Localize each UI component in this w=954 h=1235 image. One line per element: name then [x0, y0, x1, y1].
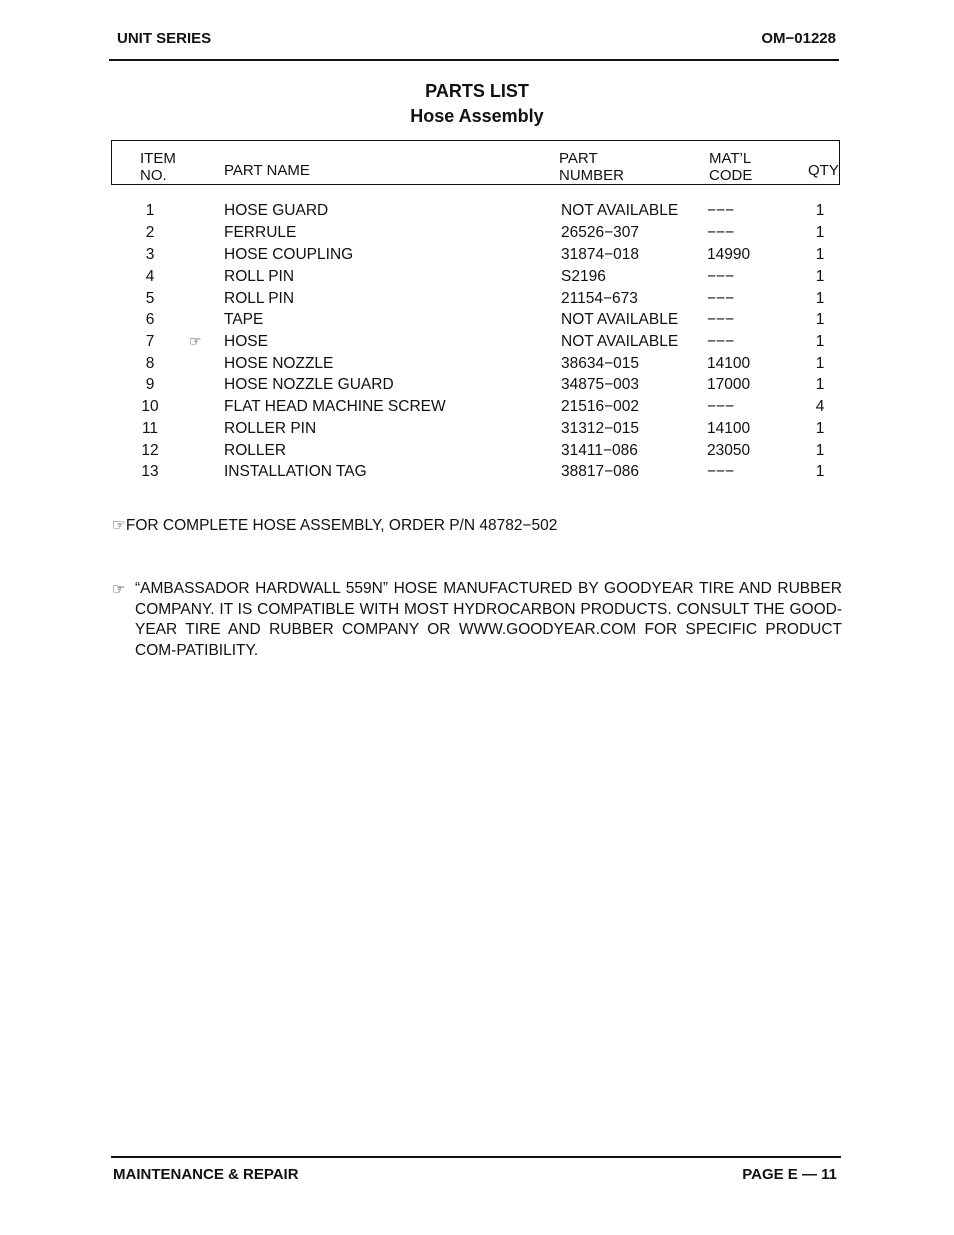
part-number: 34875−003 [561, 376, 640, 393]
quantity: 1 [815, 333, 825, 350]
part-name: ROLLER [224, 442, 287, 459]
col-header-item-line1: ITEM [140, 150, 176, 167]
part-name: HOSE NOZZLE GUARD [224, 376, 394, 393]
part-name: HOSE NOZZLE [224, 355, 334, 372]
table-row [0, 398, 954, 420]
item-number: 11 [141, 420, 159, 437]
part-name: ROLL PIN [224, 290, 295, 307]
footer-page-number: PAGE E — 11 [742, 1166, 837, 1183]
material-code: −−− [707, 463, 735, 480]
item-number: 13 [141, 463, 159, 480]
part-number: 31874−018 [561, 246, 640, 263]
material-code: −−− [707, 333, 735, 350]
table-row [0, 442, 954, 464]
item-number: 1 [145, 202, 155, 219]
table-row [0, 246, 954, 268]
order-note-text: FOR COMPLETE HOSE ASSEMBLY, ORDER P/N 48782−502 [125, 517, 558, 534]
quantity: 1 [815, 355, 825, 372]
quantity: 4 [815, 398, 825, 415]
part-number: NOT AVAILABLE [561, 311, 679, 328]
col-header-part-number [559, 150, 624, 184]
order-note [112, 516, 557, 535]
table-row [0, 202, 954, 224]
material-code: −−− [707, 398, 735, 415]
item-number: 7 [145, 333, 155, 350]
item-number: 10 [141, 398, 159, 415]
item-number: 8 [145, 355, 155, 372]
table-row [0, 311, 954, 333]
quantity: 1 [815, 311, 825, 328]
item-number: 6 [145, 311, 155, 328]
page-title: PARTS LIST [425, 81, 529, 101]
table-row [0, 333, 954, 355]
part-number: NOT AVAILABLE [561, 202, 679, 219]
footer-rule [111, 1156, 841, 1158]
header-rule [109, 59, 839, 61]
footer-section: MAINTENANCE & REPAIR [113, 1166, 299, 1183]
quantity: 1 [815, 376, 825, 393]
header-unit-series: UNIT SERIES [117, 30, 212, 47]
table-row [0, 463, 954, 485]
material-code: −−− [707, 290, 735, 307]
material-code: 14100 [707, 355, 751, 372]
table-row [0, 376, 954, 398]
pointing-hand-icon: ☞ [112, 581, 126, 598]
part-name: INSTALLATION TAG [224, 463, 367, 480]
part-number: NOT AVAILABLE [561, 333, 679, 350]
part-name: HOSE GUARD [224, 202, 329, 219]
hose-compatibility-note: “AMBASSADOR HARDWALL 559N” HOSE MANUFACTURED BY GOODYEAR TIRE AND RUBBER COMPANY. IT IS COMPATIBLE WITH MOST HYDROCARBON PRODUCTS. CONSULT THE GOOD-YEAR TIRE AND RUBBER COMPANY OR WWW.GOODYEAR.COM FOR SPECIFIC PRODUCT COM-PATIBILITY. [135, 580, 842, 659]
item-number: 3 [145, 246, 155, 263]
part-name: HOSE [224, 333, 268, 350]
part-number: 26526−307 [561, 224, 640, 241]
col-header-item-line2: NO. [140, 167, 167, 184]
page-subtitle: Hose Assembly [410, 106, 544, 126]
material-code: 14100 [707, 420, 751, 437]
part-name: FERRULE [224, 224, 297, 241]
quantity: 1 [815, 246, 825, 263]
table-row [0, 268, 954, 290]
pointing-hand-icon: ☞ [189, 333, 202, 349]
material-code: 14990 [707, 246, 751, 263]
material-code: −−− [707, 311, 735, 328]
part-number: 38817−086 [561, 463, 640, 480]
part-number: S2196 [561, 268, 606, 285]
material-code: −−− [707, 202, 735, 219]
part-number: 31411−086 [561, 442, 638, 459]
table-row [0, 355, 954, 377]
quantity: 1 [815, 268, 825, 285]
table-row [0, 420, 954, 442]
part-number: 21154−673 [561, 290, 638, 307]
material-code: −−− [707, 268, 735, 285]
item-number: 2 [145, 224, 155, 241]
pointing-hand-icon: ☞ [112, 517, 126, 534]
part-number: 21516−002 [561, 398, 640, 415]
col-header-matl-code-line2: CODE [709, 167, 753, 184]
part-number: 31312−015 [561, 420, 640, 437]
quantity: 1 [815, 463, 825, 480]
part-name: ROLL PIN [224, 268, 295, 285]
item-number: 9 [145, 376, 155, 393]
quantity: 1 [815, 442, 825, 459]
quantity: 1 [815, 420, 825, 437]
item-number: 12 [141, 442, 159, 459]
table-row [0, 290, 954, 312]
table-row [0, 224, 954, 246]
part-name: ROLLER PIN [224, 420, 317, 437]
col-header-item [140, 150, 176, 184]
quantity: 1 [815, 224, 825, 241]
material-code: 17000 [707, 376, 751, 393]
col-header-part-number-line2: NUMBER [559, 167, 625, 184]
part-number: 38634−015 [561, 355, 640, 372]
item-number: 5 [145, 290, 155, 307]
header-document-number: OM−01228 [761, 30, 836, 47]
col-header-qty: QTY [808, 162, 839, 179]
col-header-matl-code-line1: MAT’L [709, 150, 752, 167]
col-header-part-number-line1: PART [559, 150, 598, 167]
part-name: FLAT HEAD MACHINE SCREW [224, 398, 446, 415]
material-code: 23050 [707, 442, 751, 459]
material-code: −−− [707, 224, 735, 241]
part-name: TAPE [224, 311, 264, 328]
col-header-part-name: PART NAME [224, 162, 310, 179]
col-header-matl-code [709, 150, 752, 184]
item-number: 4 [145, 268, 155, 285]
quantity: 1 [815, 202, 825, 219]
part-name: HOSE COUPLING [224, 246, 354, 263]
quantity: 1 [815, 290, 825, 307]
